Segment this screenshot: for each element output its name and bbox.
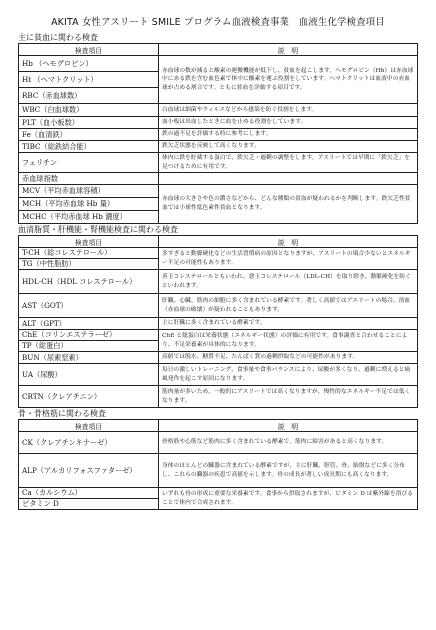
exp-wbc: 白血球は細菌やウィルスなどから感染を防ぐ役割をします。 bbox=[159, 104, 418, 117]
item-mch: MCH（平均赤血球 Hb 量） bbox=[19, 198, 159, 211]
table-lipid-liver-kidney bbox=[18, 235, 418, 408]
table-row bbox=[19, 129, 418, 141]
item-ca: Ca（カルシウム） bbox=[19, 488, 159, 499]
table-row bbox=[19, 352, 418, 364]
exp-che-tp: ChE と総蛋白は栄養状態（エネルギー状態）の評価に有用です。食事調査と合わせることにより、不足栄養素が具体的になります。 bbox=[159, 330, 418, 352]
section-title-bone-muscle: 骨・骨格筋に関わる検査 bbox=[18, 409, 106, 418]
item-bun: BUN（尿素窒素） bbox=[19, 352, 159, 364]
item-plt: PLT（血小板数） bbox=[19, 117, 159, 129]
item-mcv: MCV（平均赤血球容積） bbox=[19, 185, 159, 198]
empty-cell bbox=[159, 173, 418, 185]
exp-ua: 毎日の激しいトレーニング、食事量や食事バランスにより、尿酸が多くなり、過剰に増えると痛風発作を起こす原因になります。 bbox=[159, 364, 418, 386]
table-row bbox=[19, 56, 418, 72]
table-row bbox=[19, 318, 418, 330]
table-row bbox=[19, 153, 418, 173]
header-item: 検査項目 bbox=[19, 44, 159, 56]
section-title-lipid-liver-kidney: 血清脂質・肝機能・腎機能検査に関わる検査 bbox=[18, 225, 178, 234]
exp-ca-vitd: いずれも骨の形成に重要な栄養素です。食事から摂取されますが、ビタミン D は紫外線を浴びることで体内で合成されます。 bbox=[159, 488, 418, 510]
header-item: 検査項目 bbox=[19, 236, 159, 248]
table-bone-muscle bbox=[18, 419, 418, 510]
item-hdl: HDL-CH（HDL コレステロール） bbox=[19, 270, 159, 294]
item-tibc: TIBC（総鉄結合能） bbox=[19, 141, 159, 153]
table-row bbox=[19, 364, 418, 386]
item-rbc: RBC（赤血球数） bbox=[19, 88, 159, 104]
table-row bbox=[19, 454, 418, 488]
exp-tibc: 鉄欠乏状態を反映して高くなります。 bbox=[159, 141, 418, 153]
table-anemia bbox=[18, 43, 418, 224]
item-tg: TG（中性脂肪） bbox=[19, 259, 159, 270]
exp-rbc-index-group: 赤血球の大きさや色の濃さなどから、どんな種類の貧血が疑われるかを判断します。鉄欠乏性貧血では小球性低色素性貧血となります。 bbox=[159, 185, 418, 224]
table-row bbox=[19, 330, 418, 341]
item-tch: T-CH（総コレステロール） bbox=[19, 248, 159, 259]
table-row bbox=[19, 248, 418, 259]
exp-ast: 肝臓、心臓、筋肉の細胞に多く含まれている酵素です。著しく高値ではアスリートの場合、溶血（赤血球の破壊）が疑われることもあります。 bbox=[159, 294, 418, 318]
exp-anemia-group: 赤血球の数が減ると酸素の運搬機能が低下し、貧血を起こします。ヘモグロビン（Hb）は赤血球中にある鉄を含む血色素で体中に酸素を運ぶ役割をしています。ヘマトクリットは血液中の赤血球が占める割合です。ともに貧血を評価する項目です。 bbox=[159, 56, 418, 104]
table-header-row bbox=[19, 44, 418, 56]
exp-hdl: 善玉コレステロールともいわれ、悪玉コレステロール（LDL-CH）を取り除き、動脈硬化を防ぐといわれます。 bbox=[159, 270, 418, 294]
item-hb: Hb （ヘモグロビン） bbox=[19, 56, 159, 72]
table-row bbox=[19, 104, 418, 117]
item-che: ChE（コリンエステラーゼ） bbox=[19, 330, 159, 341]
header-item: 検査項目 bbox=[19, 420, 159, 432]
sub-label-rbc-index: 赤血球指数 bbox=[19, 173, 159, 185]
table-row bbox=[19, 386, 418, 408]
item-ht: Ht （ヘマトクリット） bbox=[19, 72, 159, 88]
table-row bbox=[19, 432, 418, 454]
item-fe: Fe（血清鉄） bbox=[19, 129, 159, 141]
item-vitamin-d: ビタミン D bbox=[19, 499, 159, 510]
item-ua: UA（尿酸） bbox=[19, 364, 159, 386]
item-wbc: WBC（白血球数） bbox=[19, 104, 159, 117]
exp-tch-tg: 多すぎると動脈硬化などの生活習慣病の原因となりますが、アスリートの場合少ないとエネルギー不足の可能性もあります。 bbox=[159, 248, 418, 270]
table-row bbox=[19, 270, 418, 294]
item-mchc: MCHC（平均赤血球 Hb 濃度） bbox=[19, 211, 159, 224]
table-header-row bbox=[19, 420, 418, 432]
table-row bbox=[19, 488, 418, 499]
table-row bbox=[19, 141, 418, 153]
exp-ferritin: 体内に鉄を貯蔵する蛋白で、鉄欠乏・過剰の調整をします。アスリートでは早期に「鉄欠乏」を見つけるために有用です。 bbox=[159, 153, 418, 173]
table-row bbox=[19, 294, 418, 318]
exp-crtn: 筋肉量が多いため、一般的にアスリートでは高くなりますが、慢性的なエネルギー不足では低くなります。 bbox=[159, 386, 418, 408]
item-ck: CK（クレアチンキナーゼ） bbox=[19, 432, 159, 454]
header-explanation: 説 明 bbox=[159, 44, 418, 56]
exp-alp: 身体のほとんどの臓器に含まれている酵素ですが、主に肝臓、胆管、骨、胎盤などに多く分布し、これらの臓器の疾患で高値を示します。骨の成長が著しい成長期にも高くなります。 bbox=[159, 454, 418, 488]
item-ast: AST（GOT） bbox=[19, 294, 159, 318]
section-title-anemia: 主に貧血に関わる検査 bbox=[18, 33, 98, 42]
table-row bbox=[19, 185, 418, 198]
exp-plt: 血小板は出血したときに血を止める役割をしています。 bbox=[159, 117, 418, 129]
exp-fe: 鉄の過不足を評価する時に参考にします。 bbox=[159, 129, 418, 141]
item-tp: TP（総蛋白） bbox=[19, 341, 159, 352]
exp-alt: 主に肝臓に多く含まれている酵素です。 bbox=[159, 318, 418, 330]
table-row bbox=[19, 173, 418, 185]
item-crtn: CRTN（クレアチニン） bbox=[19, 386, 159, 408]
item-ferritin: フェリチン bbox=[19, 153, 159, 173]
table-header-row bbox=[19, 236, 418, 248]
item-alt: ALT（GPT） bbox=[19, 318, 159, 330]
document-title: AKITA 女性アスリート SMILE プログラム血液検査事業 血液生化学検査項目 bbox=[51, 17, 385, 28]
table-row bbox=[19, 117, 418, 129]
exp-bun: 高値では脱水、糖質不足、たんぱく質の過剰摂取などの可能性があります。 bbox=[159, 352, 418, 364]
exp-ck: 骨格筋や心筋など筋肉に多く含まれている酵素で、筋肉に障害があると高くなります。 bbox=[159, 432, 418, 454]
item-alp: ALP（アルカリフォスファターゼ） bbox=[19, 454, 159, 488]
header-explanation: 説 明 bbox=[159, 420, 418, 432]
header-explanation: 説 明 bbox=[159, 236, 418, 248]
